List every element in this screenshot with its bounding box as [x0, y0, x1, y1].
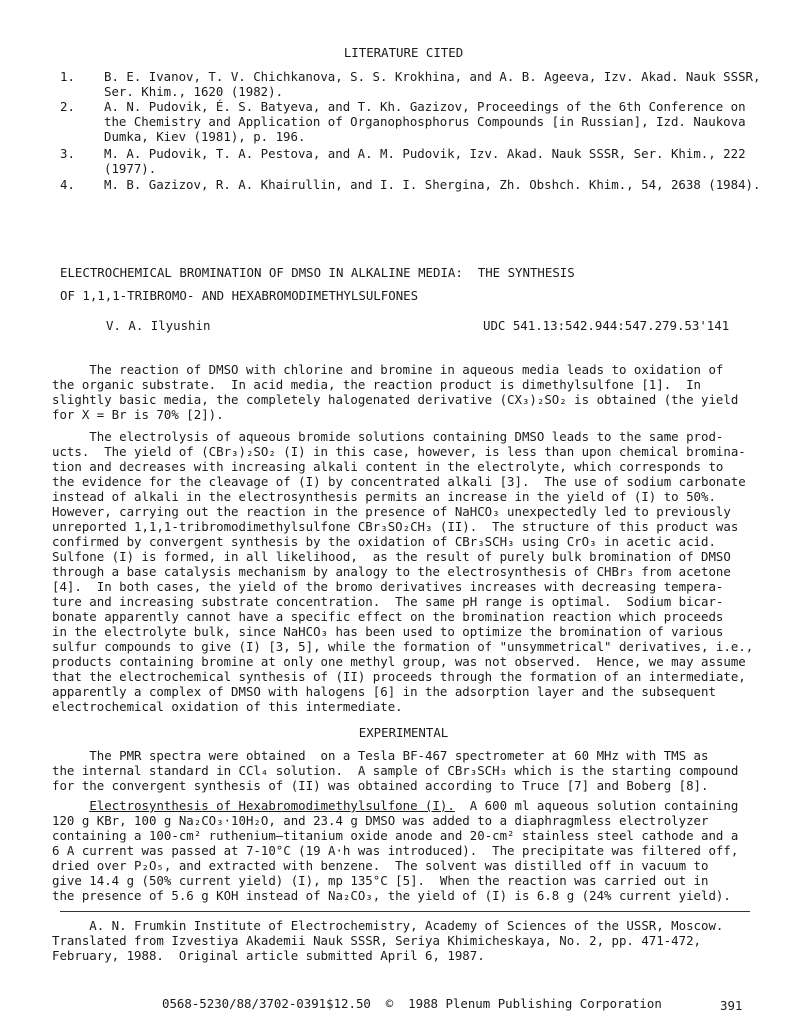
reference-text: A. N. Pudovik, É. S. Batyeva, and T. Kh. Gazizov, Proceedings of the 6th Conference on the Chemistry and Application of Organophosphorus Compounds [in Russian], Izd. Naukova Dumka, Kiev (1981), p. 196.: [104, 99, 746, 144]
page-number: 391: [720, 998, 743, 1013]
reference-2: [60, 99, 780, 144]
experimental-paragraph-1: The PMR spectra were obtained on a Tesla BF-467 spectrometer at 60 MHz with TMS as the internal standard in CCl₄ solution. A sample of CBr₃SCH₃ which is the starting compound for the convergent synthesis of (II) was obtained according to Truce [7] and Boberg [8].: [52, 748, 739, 793]
footnote-rule: [60, 911, 750, 912]
author: V. A. Ilyushin: [106, 318, 211, 333]
reference-number: 4.: [60, 177, 75, 192]
experimental-heading: EXPERIMENTAL: [358, 725, 449, 740]
reference-text: B. E. Ivanov, T. V. Chichkanova, S. S. Krokhina, and A. B. Ageeva, Izv. Akad. Nauk SSSR, Ser. Khim., 1620 (1982).: [104, 69, 761, 99]
reference-number: 2.: [60, 99, 75, 114]
udc-code: UDC 541.13:542.944:547.279.53'141: [483, 318, 730, 333]
reference-number: 3.: [60, 146, 75, 161]
publisher-code: 0568-5230/88/3702-0391$12.50 © 1988 Plenum Publishing Corporation: [162, 996, 662, 1011]
reference-3: [60, 146, 780, 176]
article-title-line-2: OF 1,1,1-TRIBROMO- AND HEXABROMODIMETHYLSULFONES: [60, 288, 419, 303]
footnote: A. N. Frumkin Institute of Electrochemistry, Academy of Sciences of the USSR, Moscow. Translated from Izvestiya Akademii Nauk SSSR, Seriya Khimicheskaya, No. 2, pp. 471-472, February, 1988. Original article submitted April 6, 1987.: [52, 918, 724, 963]
intro-paragraph: The reaction of DMSO with chlorine and bromine in aqueous media leads to oxidation of the organic substrate. In acid media, the reaction product is dimethylsulfone [1]. In slightly basic media, the completely halogenated derivative (CX₃)₂SO₂ is obtained (the yield for X = Br is 70% [2]).: [52, 362, 739, 422]
subsection-heading: Electrosynthesis of Hexabromodimethylsulfone (I).: [89, 798, 455, 813]
reference-text: M. B. Gazizov, R. A. Khairullin, and I. I. Shergina, Zh. Obshch. Khim., 54, 2638 (1984).: [104, 177, 761, 192]
reference-1: [60, 69, 780, 99]
experimental-paragraph-2: Electrosynthesis of Hexabromodimethylsulfone (I). A 600 ml aqueous solution containing 120 g KBr, 100 g Na₂CO₃·10H₂O, and 23.4 g DMSO was added to a diaphragmless electrolyzer containing a 100-cm² ruthenium–titanium oxide anode and 20-cm² stainless steel cathode and a 6 A current was passed at 7-10°C (19 A·h was introduced). The precipitate was filtered off, dried over P₂O₅, and extracted with benzene. The solvent was distilled off in vacuum to give 14.4 g (50% current yield) (I), mp 135°C [5]. When the reaction was carried out in the presence of 5.6 g KOH instead of Na₂CO₃, the yield of (I) is 6.8 g (24% current yield).: [52, 798, 739, 903]
body-paragraph: The electrolysis of aqueous bromide solutions containing DMSO leads to the same prod- ucts. The yield of (CBr₃)₂SO₂ (I) in this case, however, is less than upon chemical bromina- tion and decreases with increasing alkali content in the electrolyte, which corresponds to the evidence for the cleavage of (I) by concentrated alkali [3]. The use of sodium carbonate instead of alkali in the electrosynthesis permits an increase in the yield of (I) to 50%. However, carrying out the reaction in the presence of NaHCO₃ unexpectedly led to previously unreported 1,1,1-tribromodimethylsulfone CBr₃SO₂CH₃ (II). The structure of this product was confirmed by convergent synthesis by the oxidation of CBr₃SCH₃ using CrO₃ in acetic acid. Sulfone (I) is formed, in all likelihood, as the result of purely bulk bromination of DMSO through a base catalysis mechanism by analogy to the electrosynthesis of CHBr₃ from acetone [4]. In both cases, the yield of the bromo derivatives increases with decreasing tempera- ture and increasing substrate concentration. The same pH range is optimal. Sodium bicar- bonate apparently cannot have a specific effect on the bromination reaction which proceeds in the electrolyte bulk, since NaHCO₃ has been used to optimize the bromination of various sulfur compounds to give (I) [3, 5], while the formation of "unsymmetrical" derivatives, i.e., products containing bromine at only one methyl group, was not observed. Hence, we may assume that the electrochemical synthesis of (II) proceeds through the formation of an intermediate, apparently a complex of DMSO with halogens [6] in the adsorption layer and the subsequent electrochemical oxidation of this intermediate.: [52, 429, 754, 714]
reference-number: 1.: [60, 69, 75, 84]
article-title-line-1: ELECTROCHEMICAL BROMINATION OF DMSO IN ALKALINE MEDIA: THE SYNTHESIS: [60, 265, 575, 280]
reference-text: M. A. Pudovik, T. A. Pestova, and A. M. Pudovik, Izv. Akad. Nauk SSSR, Ser. Khim., 222 (1977).: [104, 146, 746, 176]
literature-cited-heading: LITERATURE CITED: [343, 45, 464, 60]
reference-4: [60, 177, 780, 192]
